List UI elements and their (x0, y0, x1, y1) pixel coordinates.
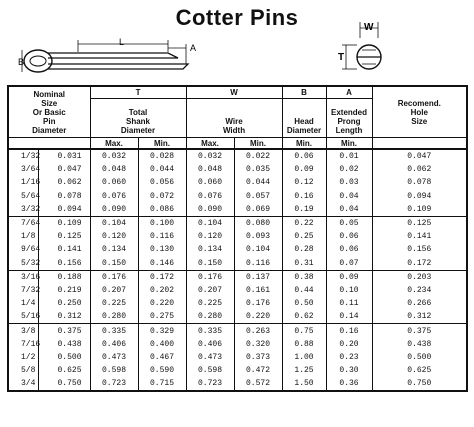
cell-hole: 0.078 (372, 176, 467, 189)
label-a: A (190, 43, 197, 53)
table-row (8, 216, 467, 230)
cell-size: 3/64 (21, 165, 41, 175)
cell-hole: 0.109 (372, 203, 467, 217)
cell-diameter: 0.062 (38, 176, 90, 189)
cell-t-max: 0.280 (90, 310, 138, 324)
cell-w-max: 0.280 (186, 310, 234, 324)
cell-b-min: 0.16 (282, 190, 326, 203)
cell-hole: 0.047 (372, 149, 467, 163)
cell-w-max: 0.048 (186, 163, 234, 176)
cell-a-min: 0.02 (326, 163, 372, 176)
cell-size: 1/2 (21, 352, 36, 362)
cell-a-min: 0.20 (326, 338, 372, 351)
cell-size: 5/64 (21, 191, 41, 201)
cell-b-min: 0.62 (282, 310, 326, 324)
table-row (8, 149, 467, 163)
cell-size: 3/16 (21, 272, 41, 282)
cell-t-max: 0.032 (90, 149, 138, 163)
cell-hole: 0.141 (372, 230, 467, 243)
cell-t-min: 0.172 (138, 270, 186, 284)
cell-w-max: 0.598 (186, 364, 234, 377)
cell-t-min: 0.329 (138, 324, 186, 338)
cell-size: 5/8 (21, 366, 36, 376)
cell-t-max: 0.207 (90, 284, 138, 297)
cell-w-max: 0.176 (186, 270, 234, 284)
table-row (8, 324, 467, 338)
cell-t-max: 0.406 (90, 338, 138, 351)
cell-hole: 0.156 (372, 243, 467, 256)
cell-diameter: 0.219 (38, 284, 90, 297)
header-t-min: Min. (138, 138, 186, 150)
cell-b-min: 1.50 (282, 377, 326, 391)
header-t-desc: Total Shank Diameter (90, 99, 186, 138)
cell-w-max: 0.225 (186, 297, 234, 310)
header-w-min: Min. (234, 138, 282, 150)
cell-w-min: 0.572 (234, 377, 282, 391)
cell-t-max: 0.723 (90, 377, 138, 391)
cell-hole: 0.094 (372, 190, 467, 203)
cell-w-max: 0.473 (186, 351, 234, 364)
cell-t-min: 0.590 (138, 364, 186, 377)
cell-size: 3/8 (21, 326, 36, 336)
cell-t-min: 0.130 (138, 243, 186, 256)
cell-t-max: 0.076 (90, 190, 138, 203)
cell-hole: 0.172 (372, 257, 467, 271)
cell-a-min: 0.06 (326, 243, 372, 256)
cell-a-min: 0.10 (326, 284, 372, 297)
cell-hole: 0.625 (372, 364, 467, 377)
table-row (8, 163, 467, 176)
table-row (8, 257, 467, 271)
cell-w-min: 0.220 (234, 310, 282, 324)
cell-hole: 0.500 (372, 351, 467, 364)
header-w-max: Max. (186, 138, 234, 150)
table-row (8, 203, 467, 217)
cell-diameter: 0.312 (38, 310, 90, 324)
cell-a-min: 0.04 (326, 190, 372, 203)
label-l: L (119, 37, 125, 47)
header-a-desc: Extended Prong Length (326, 99, 372, 138)
cell-b-min: 0.22 (282, 216, 326, 230)
cell-w-max: 0.150 (186, 257, 234, 271)
cell-t-max: 0.048 (90, 163, 138, 176)
table-row (8, 230, 467, 243)
header-t-max: Max. (90, 138, 138, 150)
cell-t-min: 0.072 (138, 190, 186, 203)
cell-w-min: 0.472 (234, 364, 282, 377)
cell-b-min: 0.06 (282, 149, 326, 163)
table-row (8, 338, 467, 351)
header-group-a: A (326, 86, 372, 99)
header-b-desc: Head Diameter (282, 99, 326, 138)
cell-w-max: 0.060 (186, 176, 234, 189)
cell-a-min: 0.04 (326, 203, 372, 217)
cell-w-min: 0.373 (234, 351, 282, 364)
table-row (8, 297, 467, 310)
cell-size: 1/16 (21, 178, 41, 188)
cell-b-min: 0.31 (282, 257, 326, 271)
cotter-pin-section-diagram (338, 20, 398, 82)
cell-hole: 0.203 (372, 270, 467, 284)
header-group-t: T (90, 86, 186, 99)
cell-w-min: 0.320 (234, 338, 282, 351)
cell-a-min: 0.01 (326, 149, 372, 163)
cell-b-min: 0.44 (282, 284, 326, 297)
cell-t-min: 0.715 (138, 377, 186, 391)
cell-b-min: 0.38 (282, 270, 326, 284)
cell-hole: 0.062 (372, 163, 467, 176)
cell-b-min: 0.88 (282, 338, 326, 351)
cotter-pin-table (7, 85, 468, 392)
cell-w-min: 0.104 (234, 243, 282, 256)
cell-b-min: 1.25 (282, 364, 326, 377)
cell-size: 9/64 (21, 245, 41, 255)
cell-w-max: 0.076 (186, 190, 234, 203)
cell-diameter: 0.375 (38, 324, 90, 338)
cell-t-max: 0.335 (90, 324, 138, 338)
cell-diameter: 0.094 (38, 203, 90, 217)
table-row (8, 176, 467, 189)
cell-hole: 0.750 (372, 377, 467, 391)
cell-w-max: 0.032 (186, 149, 234, 163)
label-w: W (364, 22, 374, 33)
cell-hole: 0.234 (372, 284, 467, 297)
header-blank (8, 138, 90, 150)
cell-t-max: 0.225 (90, 297, 138, 310)
cell-diameter: 0.031 (38, 149, 90, 163)
header-blank-2 (372, 138, 467, 150)
cell-a-min: 0.06 (326, 230, 372, 243)
cell-hole: 0.312 (372, 310, 467, 324)
label-t: T (338, 52, 345, 63)
header-group-b: B (282, 86, 326, 99)
cell-size: 1/8 (21, 232, 36, 242)
table-body (8, 149, 467, 391)
cell-t-min: 0.028 (138, 149, 186, 163)
cell-hole: 0.266 (372, 297, 467, 310)
cell-size: 5/32 (8, 257, 38, 271)
cell-w-min: 0.116 (234, 257, 282, 271)
cell-a-min: 0.23 (326, 351, 372, 364)
cell-diameter: 0.438 (38, 338, 90, 351)
cell-a-min: 0.05 (326, 216, 372, 230)
cell-w-min: 0.035 (234, 163, 282, 176)
cell-w-min: 0.057 (234, 190, 282, 203)
cell-diameter: 0.250 (38, 297, 90, 310)
table-row (8, 377, 467, 391)
table-row (8, 270, 467, 284)
cell-a-min: 0.09 (326, 270, 372, 284)
cell-t-max: 0.598 (90, 364, 138, 377)
cell-b-min: 0.12 (282, 176, 326, 189)
cell-w-max: 0.134 (186, 243, 234, 256)
cell-b-min: 0.28 (282, 243, 326, 256)
page-title: Cotter Pins (175, 5, 299, 30)
cell-diameter: 0.141 (38, 243, 90, 256)
cell-t-min: 0.220 (138, 297, 186, 310)
header-w-desc: Wire Width (186, 99, 282, 138)
cotter-pin-table-wrapper (7, 85, 466, 392)
cell-diameter: 0.109 (38, 216, 90, 230)
cell-b-min: 1.00 (282, 351, 326, 364)
cell-hole: 0.125 (372, 216, 467, 230)
cell-t-max: 0.120 (90, 230, 138, 243)
cell-t-min: 0.400 (138, 338, 186, 351)
cell-t-max: 0.104 (90, 216, 138, 230)
cell-a-min: 0.11 (326, 297, 372, 310)
header-nominal: Nominal Size Or Basic Pin Diameter (32, 90, 67, 135)
cell-t-max: 0.473 (90, 351, 138, 364)
cell-size: 7/16 (21, 339, 41, 349)
cell-size: 1/4 (21, 299, 36, 309)
header-recommended: Recomend. Hole Size (372, 86, 467, 138)
cell-b-min: 0.25 (282, 230, 326, 243)
cell-b-min: 0.75 (282, 324, 326, 338)
cell-t-max: 0.150 (90, 257, 138, 271)
cell-t-min: 0.056 (138, 176, 186, 189)
cell-w-min: 0.137 (234, 270, 282, 284)
cell-diameter: 0.078 (38, 190, 90, 203)
cell-b-min: 0.09 (282, 163, 326, 176)
cell-t-max: 0.176 (90, 270, 138, 284)
table-row (8, 243, 467, 256)
cell-hole: 0.438 (372, 338, 467, 351)
cell-t-min: 0.116 (138, 230, 186, 243)
cell-w-min: 0.161 (234, 284, 282, 297)
table-row (8, 190, 467, 203)
table-row (8, 284, 467, 297)
cell-t-min: 0.100 (138, 216, 186, 230)
cell-b-min: 0.19 (282, 203, 326, 217)
cell-diameter: 0.125 (38, 230, 90, 243)
cell-w-min: 0.022 (234, 149, 282, 163)
cell-a-min: 0.14 (326, 310, 372, 324)
cell-t-min: 0.086 (138, 203, 186, 217)
table-row (8, 310, 467, 324)
cell-size: 1/32 (21, 152, 41, 162)
cell-a-min: 0.03 (326, 176, 372, 189)
cell-a-min: 0.16 (326, 324, 372, 338)
cell-a-min: 0.07 (326, 257, 372, 271)
cell-w-max: 0.120 (186, 230, 234, 243)
cell-diameter: 0.500 (38, 351, 90, 364)
cell-w-min: 0.044 (234, 176, 282, 189)
cell-w-max: 0.104 (186, 216, 234, 230)
cell-w-min: 0.263 (234, 324, 282, 338)
cell-t-max: 0.134 (90, 243, 138, 256)
cell-w-max: 0.406 (186, 338, 234, 351)
cell-t-min: 0.275 (138, 310, 186, 324)
cell-diameter: 0.750 (38, 377, 90, 391)
cell-diameter: 0.188 (38, 270, 90, 284)
table-row (8, 351, 467, 364)
cell-w-min: 0.093 (234, 230, 282, 243)
cell-w-max: 0.207 (186, 284, 234, 297)
cell-hole: 0.375 (372, 324, 467, 338)
cell-w-min: 0.080 (234, 216, 282, 230)
cell-t-min: 0.044 (138, 163, 186, 176)
cell-diameter: 0.156 (38, 257, 90, 271)
cell-size: 7/32 (21, 285, 41, 295)
cell-size: 3/4 (21, 379, 36, 389)
table-row (8, 364, 467, 377)
cell-size: 7/64 (21, 219, 41, 229)
cell-t-max: 0.090 (90, 203, 138, 217)
cell-a-min: 0.36 (326, 377, 372, 391)
header-b-min: Min. (282, 138, 326, 150)
cell-b-min: 0.50 (282, 297, 326, 310)
cell-diameter: 0.625 (38, 364, 90, 377)
header-a-min: Min. (326, 138, 372, 150)
cell-t-min: 0.146 (138, 257, 186, 271)
cell-t-min: 0.467 (138, 351, 186, 364)
cell-w-max: 0.090 (186, 203, 234, 217)
cell-a-min: 0.30 (326, 364, 372, 377)
cell-size: 3/32 (8, 203, 38, 217)
cell-w-min: 0.176 (234, 297, 282, 310)
cell-diameter: 0.047 (38, 163, 90, 176)
cell-w-min: 0.069 (234, 203, 282, 217)
header-group-w: W (186, 86, 282, 99)
cotter-pin-side-diagram (18, 34, 218, 84)
cell-w-max: 0.335 (186, 324, 234, 338)
cell-w-max: 0.723 (186, 377, 234, 391)
label-b: B (18, 57, 25, 67)
cell-t-min: 0.202 (138, 284, 186, 297)
cell-t-max: 0.060 (90, 176, 138, 189)
cell-size: 5/16 (8, 310, 38, 324)
